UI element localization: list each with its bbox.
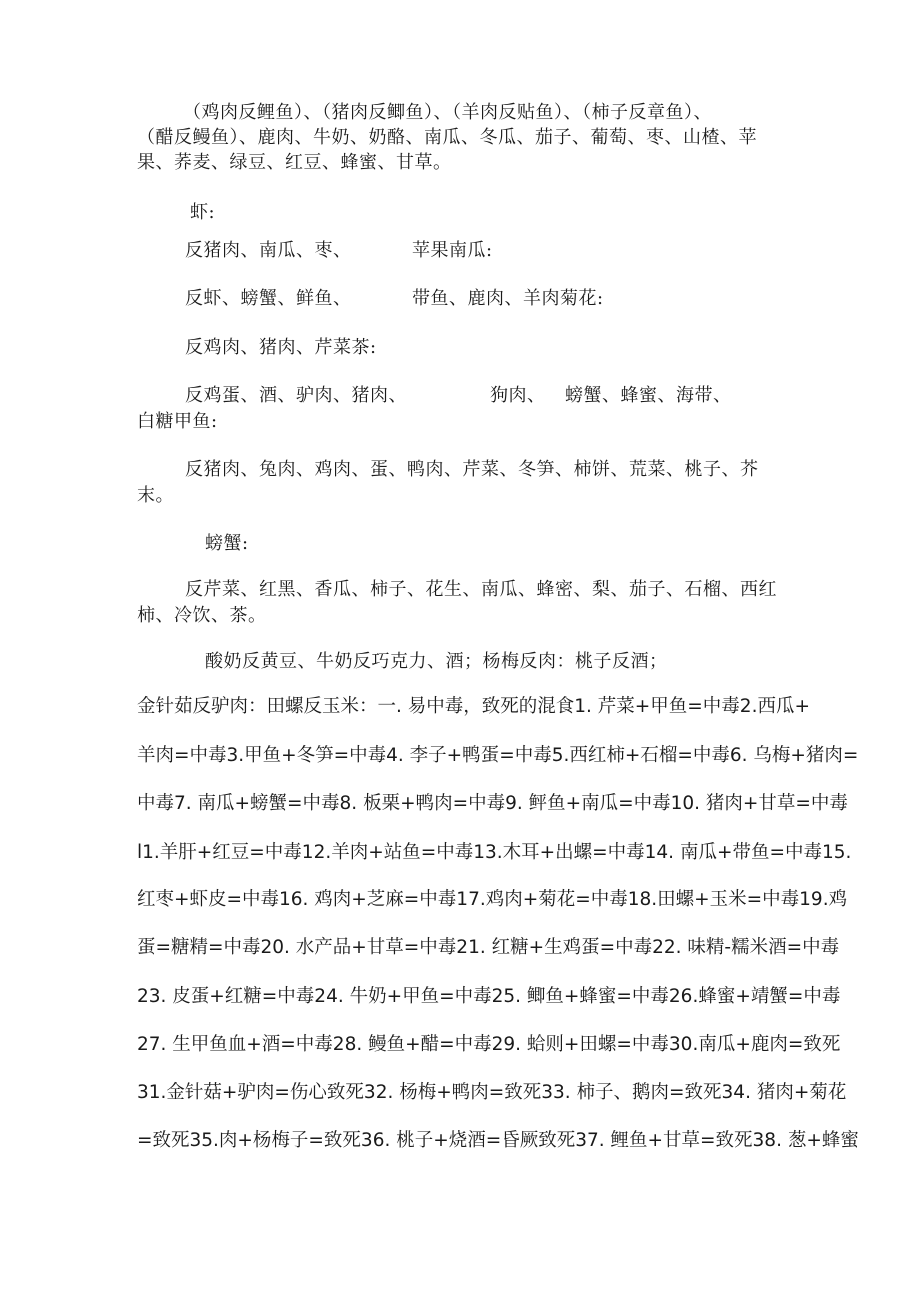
list-line: 羊肉=中毒3.甲鱼+冬笋=中毒4. 李子+鸭蛋=中毒5.西红柿+石榴=中毒6. 乌梅+猪肉= [137, 745, 859, 766]
shrimp-row4-right: 螃蟹、蜂蜜、海带、 [565, 385, 732, 406]
intro-line-2: （醋反鳗鱼）、鹿肉、牛奶、奶酪、南瓜、冬瓜、茄子、葡萄、枣、山楂、苹 [137, 127, 757, 148]
shrimp-row5: 白糖甲鱼: [137, 411, 218, 432]
intro-line-3: 果、荞麦、绿豆、红豆、蜂蜜、甘草。 [137, 152, 452, 173]
shrimp-row2-left: 反虾、螃蟹、鲜鱼、 [185, 288, 352, 309]
shrimp-row6-line1: 反猪肉、兔肉、鸡肉、蛋、鸭肉、芹菜、冬笋、柿饼、荒菜、桃子、芥 [185, 459, 759, 480]
shrimp-row6-line2: 末。 [137, 485, 174, 506]
list-line: 31.金针菇+驴肉=伤心致死32. 杨梅+鸭肉=致死33. 柿子、鹅肉=致死34. 猪肉+菊花 [137, 1082, 847, 1103]
list-line: 金针茹反驴肉：田螺反玉米：一. 易中毒，致死的混食1. 芹菜+甲鱼=中毒2.西瓜+ [137, 696, 810, 717]
shrimp-row2-right: 带鱼、鹿肉、羊肉菊花: [412, 288, 604, 309]
misc-line-1: 酸奶反黄豆、牛奶反巧克力、酒；杨梅反肉：桃子反酒； [205, 651, 668, 672]
list-line: =致死35.肉+杨梅子=致死36. 桃子+烧酒=昏厥致死37. 鲤鱼+甘草=致死38. 葱+蜂蜜 [137, 1130, 859, 1151]
list-line: l1.羊肝+红豆=中毒12.羊肉+站鱼=中毒13.木耳+出螺=中毒14. 南瓜+带鱼=中毒15. [137, 842, 852, 863]
intro-line-1: （鸡肉反鲤鱼）、（猪肉反鲫鱼）、（羊肉反贴鱼）、（柿子反章鱼）、 [183, 102, 712, 123]
shrimp-row4-mid: 狗肉、 [490, 385, 546, 406]
list-line: 23. 皮蛋+红糖=中毒24. 牛奶+甲鱼=中毒25. 鲫鱼+蜂蜜=中毒26.蜂蜜+靖蟹=中毒 [137, 986, 841, 1007]
list-line: 27. 生甲鱼血+酒=中毒28. 鳗鱼+醋=中毒29. 蛤则+田螺=中毒30.南瓜+鹿肉=致死 [137, 1034, 841, 1055]
shrimp-row4-left: 反鸡蛋、酒、驴肉、猪肉、 [185, 385, 407, 406]
shrimp-row1-left: 反猪肉、南瓜、枣、 [185, 240, 352, 261]
crab-line-2: 柿、冷饮、茶。 [137, 605, 267, 626]
list-line: 中毒7. 南瓜+螃蟹=中毒8. 板栗+鸭肉=中毒9. 鲆鱼+南瓜=中毒10. 猪肉+甘草=中毒 [137, 793, 848, 814]
crab-heading: 螃蟹: [205, 533, 249, 554]
list-line: 蛋=糖精=中毒20. 水产品+甘草=中毒21. 红糖+生鸡蛋=中毒22. 味精-糯米酒=中毒 [137, 937, 840, 958]
shrimp-heading: 虾: [190, 202, 216, 223]
shrimp-row1-right: 苹果南瓜: [412, 240, 493, 261]
list-line: 红枣+虾皮=中毒16. 鸡肉+芝麻=中毒17.鸡肉+菊花=中毒18.田螺+玉米=中毒19.鸡 [137, 889, 848, 910]
crab-line-1: 反芹菜、红黑、香瓜、柿子、花生、南瓜、蜂密、梨、茄子、石榴、西红 [185, 579, 777, 600]
shrimp-row3: 反鸡肉、猪肉、芹菜茶: [185, 337, 377, 358]
